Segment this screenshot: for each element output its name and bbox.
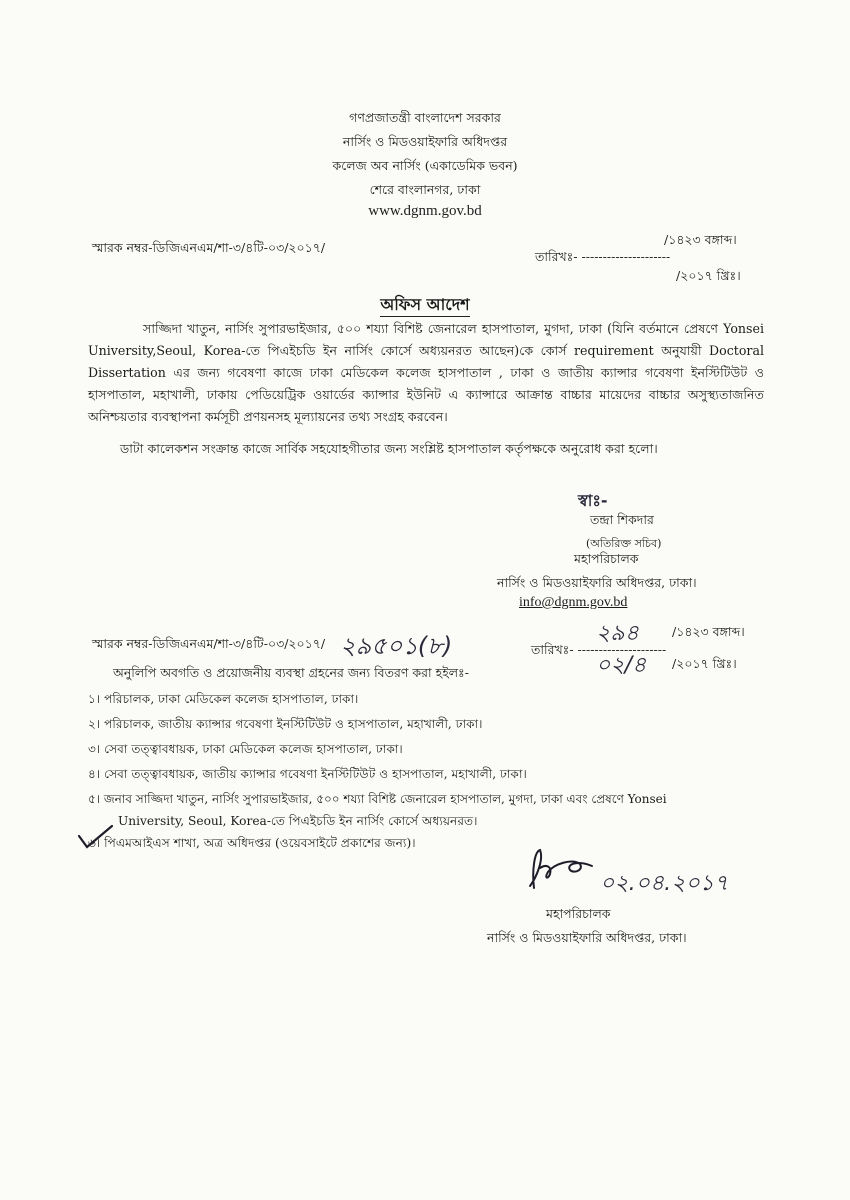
list-item: ৪। সেবা তত্ত্বাবধায়ক, জাতীয় ক্যান্সার গবেষণা ইনস্টিটিউট ও হাসপাতাল, মহাখালী, ঢাকা। bbox=[88, 767, 527, 781]
memo2-number: স্মারক নম্বর-ডিজিএনএম/শা-৩/৪টি-০৩/২০১৭/ bbox=[92, 636, 326, 651]
memo-date-christian: /২০১৭ খ্রিঃ। bbox=[676, 268, 741, 283]
list-item: ২। পরিচালক, জাতীয় ক্যান্সার গবেষণা ইনস্টিটিউট ও হাসপাতাল, মহাখালী, ঢাকা। bbox=[88, 717, 483, 731]
website-link[interactable]: www.dgnm.gov.bd bbox=[368, 203, 482, 219]
contact-email-link[interactable]: info@dgnm.gov.bd bbox=[519, 595, 628, 610]
memo-date-bangabda: /১৪২৩ বঙ্গাব্দ। bbox=[664, 232, 737, 247]
memo2-date-bangabda: /১৪২৩ বঙ্গাব্দ। bbox=[672, 624, 745, 639]
handwritten-memo-day: ২৯৪ bbox=[596, 621, 639, 646]
distribution-intro: অনুলিপি অবগতি ও প্রয়োজনীয় ব্যবস্থা গ্রহনের জন্য বিতরণ করা হইলঃ- bbox=[113, 665, 469, 680]
list-item: ৬। পিএমআইএস শাখা, অত্র অধিদপ্তর (ওয়েবসাইটে প্রকাশের জন্য)। bbox=[88, 836, 416, 850]
handwritten-signature-date: ০২.০৪.২০১৭ bbox=[600, 871, 729, 896]
handwritten-memo-serial: ২৯৫০১(৮) bbox=[340, 632, 453, 660]
signatory-name: তন্দ্রা শিকদার bbox=[590, 512, 654, 527]
memo-date-label: তারিখঃ- --------------------- bbox=[535, 249, 671, 264]
signatory-rank: (অতিরিক্ত সচিব) bbox=[586, 537, 662, 550]
memo2-date-label: তারিখঃ- --------------------- bbox=[531, 642, 667, 657]
signatory-office: নার্সিং ও মিডওয়াইফারি অধিদপ্তর, ঢাকা। bbox=[497, 575, 697, 590]
address: শেরে বাংলানগর, ঢাকা bbox=[369, 182, 481, 197]
signature-mark: স্বাঃ- bbox=[578, 491, 608, 510]
handwritten-date: ০২/৪ bbox=[596, 653, 647, 678]
list-item-continuation: University, Seoul, Korea-তে পিএইচডি ইন নার্সিং কোর্সে অধ্যয়নরত। bbox=[118, 814, 478, 828]
list-item: ১। পরিচালক, ঢাকা মেডিকেল কলেজ হাসপাতাল, ঢাকা। bbox=[88, 692, 359, 706]
order-title: অফিস আদেশ bbox=[0, 292, 850, 319]
memo-number: স্মারক নম্বর-ডিজিএনএম/শা-৩/৪টি-০৩/২০১৭/ bbox=[92, 240, 326, 255]
list-item: ৫। জনাব সাজ্জিদা খাতুন, নার্সিং সুপারভাইজার, ৫০০ শয্যা বিশিষ্ট জেনারেল হাসপাতাল, মুগদা, ঢাকা এবং প্রেষণে Yonsei bbox=[88, 792, 667, 806]
signatory-designation: মহাপরিচালক bbox=[574, 551, 639, 566]
memo2-date-christian: /২০১৭ খ্রিঃ। bbox=[672, 656, 737, 671]
checkmark-icon bbox=[76, 822, 116, 852]
order-paragraph: সাজ্জিদা খাতুন, নার্সিং সুপারভাইজার, ৫০০ শয্যা বিশিষ্ট জেনারেল হাসপাতাল, মুগদা, ঢাকা (যিনি বর্তমানে প্রেষণে Yonsei University,Seoul, Korea-তে পিএইচডি ইন নার্সিং কোর্সে অধ্যয়নরত আছেন)কে কোর্স requirement অনুযায়ী Doctoral Dissertation এর জন্য গবেষণা কাজে ঢাকা মেডিকেল কলেজ হাসপাতাল , ঢাকা ও জাতীয় ক্যান্সার গবেষণা ইনস্টিটিউট ও হাসপাতাল, মহাখালী, ঢাকায় পেডিয়েট্রিক ওয়ার্ডের ক্যান্সার ইউনিট এ ক্যান্সারে আক্রান্ত বাচ্চার মায়েদের বাচ্চার অসুস্থ্যতাজনিত অনিশ্চয়তার ব্যবস্থাপনা কর্মসূচী প্রণয়নসহ মূল্যায়নের তথ্য সংগ্রহ করবেন। bbox=[88, 321, 764, 424]
directorate-name: নার্সিং ও মিডওয়াইফারি অধিদপ্তর bbox=[342, 134, 508, 149]
govt-name: গণপ্রজাতন্ত্রী বাংলাদেশ সরকার bbox=[349, 110, 501, 125]
signatory2-designation: মহাপরিচালক bbox=[546, 906, 611, 921]
college-name: কলেজ অব নার্সিং (একাডেমিক ভবন) bbox=[332, 158, 518, 173]
list-item: ৩। সেবা তত্ত্বাবধায়ক, ঢাকা মেডিকেল কলেজ হাসপাতাল, ঢাকা। bbox=[88, 742, 403, 756]
signatory2-office: নার্সিং ও মিডওয়াইফারি অধিদপ্তর, ঢাকা। bbox=[487, 930, 687, 945]
order-request-paragraph: ডাটা কালেকশন সংক্রান্ত কাজে সার্বিক সহযোহগীতার জন্য সংশ্লিষ্ট হাসপাতাল কর্তৃপক্ষকে অনুরোধ করা হলো। bbox=[120, 441, 658, 456]
